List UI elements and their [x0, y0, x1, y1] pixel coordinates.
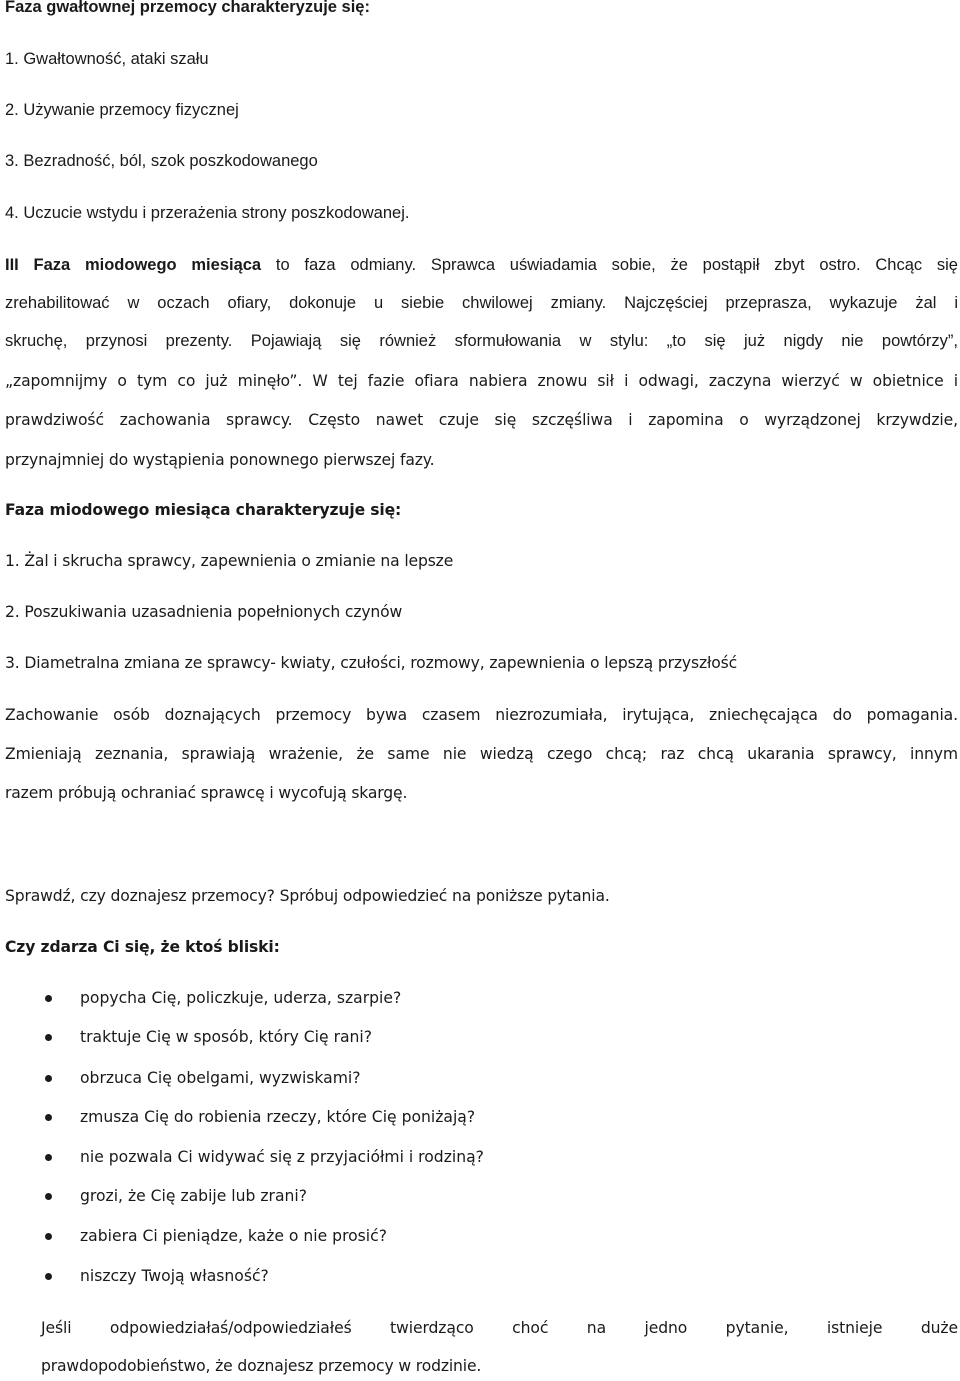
violent-phase-item-3: 3. Bezradność, ból, szok poszkodowanego — [5, 152, 318, 170]
bullet-icon — [45, 1034, 52, 1041]
bullet-icon — [45, 1154, 52, 1161]
bullet-icon — [45, 1193, 52, 1200]
bullet-icon — [45, 1114, 52, 1121]
honeymoon-paragraph-line-5: prawdziwość zachowania sprawcy. Często nawet czuje się szczęśliwa i zapomina o wyrządzonej krzywdzie, — [5, 411, 958, 429]
honeymoon-item-2: 2. Poszukiwania uzasadnienia popełnionych czynów — [5, 603, 403, 621]
behavior-paragraph-line-1: Zachowanie osób doznających przemocy bywa czasem niezrozumiała, irytująca, zniechęcająca do pomagania. — [5, 706, 958, 724]
honeymoon-paragraph-line-6: przynajmniej do wystąpienia ponownego pierwszej fazy. — [5, 451, 435, 469]
bullet-icon — [45, 1233, 52, 1240]
bullet-icon — [45, 995, 52, 1002]
honeymoon-item-3: 3. Diametralna zmiana ze sprawcy- kwiaty, czułości, rozmowy, zapewnienia o lepszą przyszłość — [5, 654, 738, 672]
behavior-paragraph-line-2: Zmieniają zeznania, sprawiają wrażenie, że same nie wiedzą czego chcą; raz chcą ukarania sprawcy, innym — [5, 745, 958, 763]
violent-phase-item-1: 1. Gwałtowność, ataki szału — [5, 50, 209, 68]
honeymoon-paragraph-line-3: skruchę, przynosi prezenty. Pojawiają się również sformułowania w stylu: „to się już nigdy nie powtórzy”, — [5, 332, 958, 350]
violent-phase-heading: Faza gwałtownej przemocy charakteryzuje się: — [5, 0, 370, 16]
bullet-icon — [45, 1075, 52, 1082]
honeymoon-item-1: 1. Żal i skrucha sprawcy, zapewnienia o zmianie na lepsze — [5, 552, 454, 570]
honeymoon-paragraph-line-1 — [5, 254, 958, 276]
check-intro: Sprawdź, czy doznajesz przemocy? Spróbuj odpowiedzieć na poniższe pytania. — [5, 887, 610, 905]
honeymoon-phase-heading: Faza miodowego miesiąca charakteryzuje się: — [5, 501, 402, 519]
honeymoon-paragraph-line-4: „zapomnijmy o tym co już minęło”. W tej fazie ofiara nabiera znowu sił i odwagi, zaczyna wierzyć w obietnice i — [5, 372, 958, 390]
check-heading: Czy zdarza Ci się, że ktoś bliski: — [5, 938, 280, 956]
bullet-icon — [45, 1273, 52, 1280]
honeymoon-paragraph-line-1-text: to faza odmiany. Sprawca uświadamia sobie, że postąpił zbyt ostro. Chcąc się — [261, 256, 958, 274]
violent-phase-item-2: 2. Używanie przemocy fizycznej — [5, 101, 239, 119]
violent-phase-item-4: 4. Uczucie wstydu i przerażenia strony poszkodowanej. — [5, 204, 410, 222]
conclusion-line-2: prawdopodobieństwo, że doznajesz przemocy w rodzinie. — [41, 1357, 482, 1375]
honeymoon-paragraph-line-2: zrehabilitować w oczach ofiary, dokonuje u siebie chwilowej zmiany. Najczęściej przeprasza, wykazuje żal i — [5, 294, 958, 312]
honeymoon-phase-title: III Faza miodowego miesiąca — [5, 256, 262, 274]
behavior-paragraph-line-3: razem próbują ochraniać sprawcę i wycofują skargę. — [5, 784, 408, 802]
conclusion-line-1: Jeśli odpowiedziałaś/odpowiedziałeś twierdząco choć na jedno pytanie, istnieje duże — [41, 1319, 958, 1337]
